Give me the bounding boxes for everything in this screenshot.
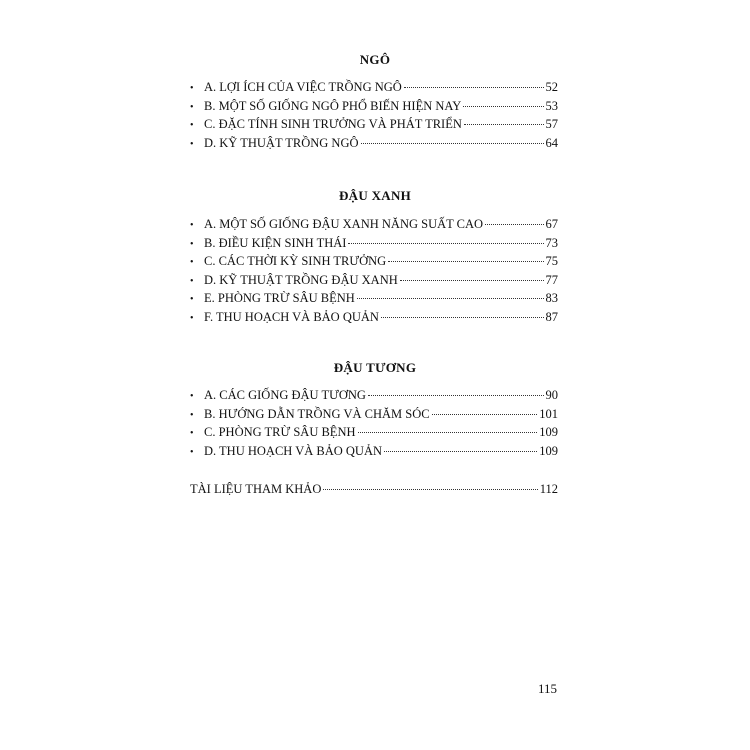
toc-entry-page: 52 <box>545 80 558 94</box>
toc-entry-page: 101 <box>539 406 558 421</box>
toc-entry-label: B. MỘT SỐ GIỐNG NGÔ PHỔ BIẾN HIỆN NAY <box>204 98 462 113</box>
toc-entry[interactable] <box>190 215 558 234</box>
toc-list-ngo <box>190 78 558 152</box>
bullet-icon: • <box>190 138 194 150</box>
toc-entry-label: A. CÁC GIỐNG ĐẬU TƯƠNG <box>204 388 366 402</box>
bullet-icon: • <box>190 428 194 440</box>
toc-entry[interactable] <box>190 134 558 153</box>
references-page: 112 <box>539 482 558 496</box>
bullet-icon: • <box>190 275 194 287</box>
section-title-dau-xanh: ĐẬU XANH <box>338 188 412 203</box>
toc-entry[interactable] <box>190 308 558 327</box>
toc-entry-page: 67 <box>545 217 558 231</box>
bullet-icon: • <box>190 446 194 458</box>
bullet-icon: • <box>190 312 194 324</box>
dot-leader <box>357 298 544 299</box>
toc-entry[interactable] <box>190 271 558 290</box>
toc-entry[interactable] <box>190 252 558 271</box>
toc-entry-page: 87 <box>545 309 558 324</box>
bullet-icon: • <box>190 257 194 269</box>
toc-entry-page: 77 <box>545 272 558 287</box>
toc-entry[interactable] <box>190 234 558 253</box>
bullet-icon: • <box>190 101 194 113</box>
toc-entry[interactable] <box>190 405 558 424</box>
toc-entry-page: 75 <box>545 254 558 269</box>
toc-entry[interactable] <box>190 423 558 442</box>
toc-entry[interactable] <box>190 115 558 134</box>
toc-entry-label: C. ĐẶC TÍNH SINH TRƯỞNG VÀ PHÁT TRIỂN <box>204 117 462 132</box>
toc-entry-label: E. PHÒNG TRỪ SÂU BỆNH <box>204 291 355 306</box>
toc-entry-label: B. HƯỚNG DẪN TRỒNG VÀ CHĂM SÓC <box>204 406 430 421</box>
dot-leader <box>464 124 544 125</box>
toc-entry-page: 57 <box>545 117 558 132</box>
references-entry[interactable] <box>190 482 558 497</box>
toc-list-dau-xanh <box>190 215 558 327</box>
toc-entry-label: D. KỸ THUẬT TRỒNG ĐẬU XANH <box>204 272 398 287</box>
dot-leader <box>388 261 543 262</box>
dot-leader <box>384 451 537 452</box>
toc-entry-page: 53 <box>545 98 558 113</box>
toc-entry[interactable] <box>190 386 558 405</box>
page-number: 115 <box>538 681 558 696</box>
toc-entry-page: 109 <box>539 425 558 440</box>
toc-entry-label: C. PHÒNG TRỪ SÂU BỆNH <box>204 425 356 440</box>
toc-entry-label: C. CÁC THỜI KỲ SINH TRƯỞNG <box>204 254 387 269</box>
bullet-icon: • <box>190 294 194 306</box>
dot-leader <box>348 243 543 244</box>
dot-leader <box>358 432 538 433</box>
toc-entry-label: F. THU HOẠCH VÀ BẢO QUẢN <box>204 309 379 324</box>
dot-leader <box>432 414 538 415</box>
dot-leader <box>404 87 544 88</box>
section-title-ngo: NGÔ <box>359 52 391 67</box>
bullet-icon: • <box>190 120 194 132</box>
dot-leader <box>381 317 544 318</box>
toc-entry[interactable] <box>190 97 558 116</box>
dot-leader <box>361 143 544 144</box>
bullet-icon: • <box>190 83 194 94</box>
bullet-icon: • <box>190 391 194 402</box>
dot-leader <box>463 106 543 107</box>
toc-entry[interactable] <box>190 442 558 461</box>
dot-leader <box>323 489 537 490</box>
dot-leader <box>485 224 543 225</box>
toc-entry[interactable] <box>190 78 558 97</box>
toc-entry-page: 73 <box>545 235 558 250</box>
toc-entry-label: D. KỸ THUẬT TRỒNG NGÔ <box>204 135 359 150</box>
bullet-icon: • <box>190 220 194 231</box>
toc-entry-label: A. MỘT SỐ GIỐNG ĐẬU XANH NĂNG SUẤT CAO <box>204 217 484 231</box>
references-label: TÀI LIỆU THAM KHẢO <box>190 482 322 496</box>
bullet-icon: • <box>190 238 194 250</box>
toc-entry-label: B. ĐIỀU KIỆN SINH THÁI <box>204 235 347 250</box>
toc-entry-page: 90 <box>545 388 558 402</box>
section-title-dau-tuong: ĐẬU TƯƠNG <box>333 360 417 375</box>
dot-leader <box>400 280 544 281</box>
toc-entry-label: D. THU HOẠCH VÀ BẢO QUẢN <box>204 443 383 458</box>
toc-entry[interactable] <box>190 289 558 308</box>
toc-entry-page: 83 <box>545 291 558 306</box>
toc-entry-page: 109 <box>539 443 558 458</box>
dot-leader <box>368 395 544 396</box>
toc-list-dau-tuong <box>190 386 558 460</box>
bullet-icon: • <box>190 409 194 421</box>
toc-entry-label: A. LỢI ÍCH CỦA VIỆC TRỒNG NGÔ <box>204 80 402 94</box>
toc-entry-page: 64 <box>545 135 558 150</box>
